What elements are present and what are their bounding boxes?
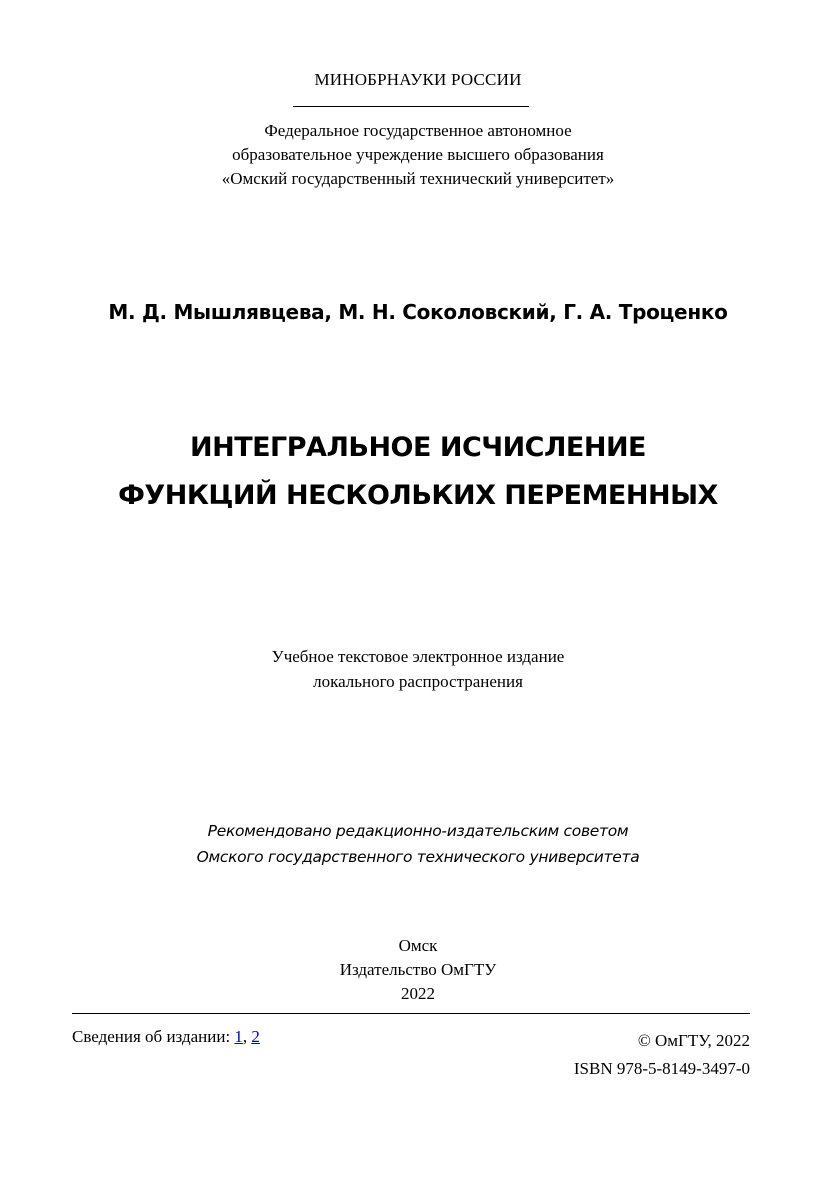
imprint-city: Омск xyxy=(398,936,438,955)
book-title-line-2: ФУНКЦИЙ НЕСКОЛЬКИХ ПЕРЕМЕННЫХ xyxy=(118,480,718,511)
ministry-underline xyxy=(293,106,529,107)
book-title xyxy=(0,424,836,520)
footer-divider xyxy=(72,1013,750,1014)
authors: М. Д. Мышлявцева, М. Н. Соколовский, Г. А. Троценко xyxy=(108,300,728,324)
imprint-publisher: Издательство ОмГТУ xyxy=(339,960,497,979)
institution-name xyxy=(0,119,836,191)
copyright: © ОмГТУ, 2022 xyxy=(637,1031,750,1050)
institution-line-2: образовательное учреждение высшего образования xyxy=(232,145,604,164)
recommendation-line-2: Омского государственного технического университета xyxy=(196,848,640,866)
edition-type-line-2: локального распространения xyxy=(313,672,523,691)
imprint-year: 2022 xyxy=(401,984,435,1003)
edition-info-separator: , xyxy=(242,1027,248,1046)
institution-line-3: «Омский государственный технический университет» xyxy=(221,169,615,188)
edition-type-line-1: Учебное текстовое электронное издание xyxy=(271,647,565,666)
edition-info xyxy=(72,1027,260,1047)
institution-line-1: Федеральное государственное автономное xyxy=(264,121,572,140)
edition-info-link-2[interactable]: 2 xyxy=(251,1027,260,1046)
publication-ids xyxy=(574,1027,750,1083)
edition-type xyxy=(0,644,836,694)
recommendation xyxy=(0,818,836,870)
edition-info-link-1[interactable]: 1 xyxy=(234,1027,243,1046)
imprint xyxy=(0,934,836,1006)
recommendation-line-1: Рекомендовано редакционно-издательским советом xyxy=(207,822,629,840)
ministry-name: МИНОБРНАУКИ РОССИИ xyxy=(314,70,522,89)
edition-info-label: Сведения об издании: xyxy=(72,1027,231,1046)
isbn: ISBN 978-5-8149-3497-0 xyxy=(573,1059,750,1078)
book-title-line-1: ИНТЕГРАЛЬНОЕ ИСЧИСЛЕНИЕ xyxy=(190,432,646,463)
